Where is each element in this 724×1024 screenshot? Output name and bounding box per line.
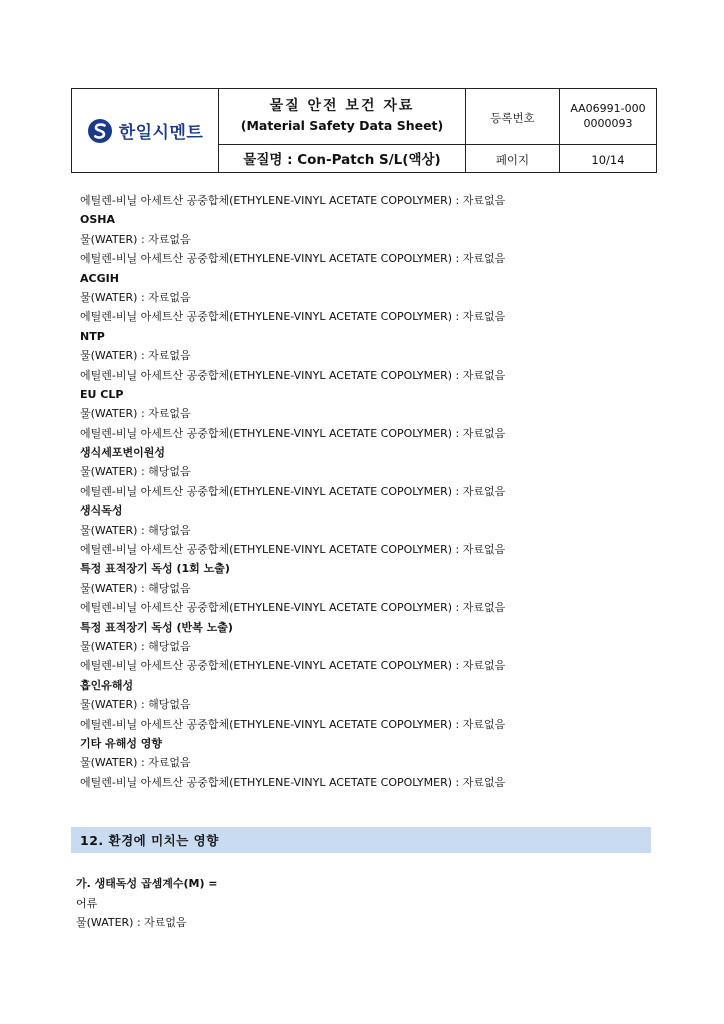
content-subheading: NTP (80, 329, 105, 343)
content-subheading: ACGIH (80, 271, 119, 285)
content-line: 물(WATER) : 해당없음 (80, 639, 191, 653)
product-name-cell (219, 144, 466, 172)
content-line: 물(WATER) : 자료없음 (76, 916, 187, 929)
content-line: 에틸렌-비닐 아세트산 공중합체(ETHYLENE-VINYL ACETATE COPOLYMER) : 자료없음 (80, 194, 506, 207)
content-subheading: 생식세포변이원성 (80, 446, 166, 460)
content-line: 에틸렌-비닐 아세트산 공중합체(ETHYLENE-VINYL ACETATE COPOLYMER) : 자료없음 (80, 543, 506, 557)
ecotoxicity-content (76, 874, 656, 933)
page-number-cell (560, 144, 657, 172)
content-line: 물(WATER) : 자료없음 (80, 232, 191, 246)
content-subheading: 생식독성 (80, 504, 123, 518)
content-line: 물(WATER) : 해당없음 (80, 581, 191, 595)
content-subheading: 기타 유해성 영향 (80, 736, 163, 750)
page-number: 10/14 (591, 152, 625, 167)
document-title-cell (219, 89, 466, 145)
registration-value-cell (560, 89, 657, 145)
document-title-english: (Material Safety Data Sheet) (240, 118, 444, 134)
content-line: 물(WATER) : 해당없음 (80, 698, 191, 712)
content-line: 에틸렌-비닐 아세트산 공중합체(ETHYLENE-VINYL ACETATE COPOLYMER) : 자료없음 (80, 601, 506, 615)
page-label-cell (466, 144, 560, 172)
section-12-header (71, 827, 651, 853)
content-line: 물(WATER) : 자료없음 (80, 290, 191, 304)
content-line: 에틸렌-비닐 아세트산 공중합체(ETHYLENE-VINYL ACETATE COPOLYMER) : 자료없음 (80, 368, 506, 382)
page-label: 페이지 (495, 152, 530, 167)
content-subheading: 특정 표적장기 독성 (1회 노출) (80, 562, 230, 576)
company-name: 한일시멘트 (118, 123, 204, 143)
content-line: 물(WATER) : 해당없음 (80, 465, 191, 479)
content-line: 에틸렌-비닐 아세트산 공중합체(ETHYLENE-VINYL ACETATE COPOLYMER) : 자료없음 (80, 252, 506, 266)
content-subheading: 가. 생태독성 곱셈계수(M) = (76, 877, 218, 890)
section-12-title: 12. 환경에 미치는 영향 (80, 833, 219, 848)
content-line: 에틸렌-비닐 아세트산 공중합체(ETHYLENE-VINYL ACETATE COPOLYMER) : 자료없음 (80, 717, 506, 731)
content-line: 에틸렌-비닐 아세트산 공중합체(ETHYLENE-VINYL ACETATE COPOLYMER) : 자료없음 (80, 484, 506, 498)
document-title-korean: 물질 안전 보건 자료 (269, 98, 415, 115)
company-s-logo-icon (87, 118, 113, 144)
msds-header-table (71, 88, 657, 173)
content-line: 에틸렌-비닐 아세트산 공중합체(ETHYLENE-VINYL ACETATE COPOLYMER) : 자료없음 (80, 659, 506, 673)
registration-number-line2: 0000093 (583, 117, 633, 131)
product-name: 물질명 : Con-Patch S/L(액상) (243, 152, 441, 169)
content-subheading: 흡인유해성 (80, 678, 134, 692)
content-line: 에틸렌-비닐 아세트산 공중합체(ETHYLENE-VINYL ACETATE COPOLYMER) : 자료없음 (80, 310, 506, 324)
content-line: 물(WATER) : 자료없음 (80, 407, 191, 421)
content-line: 어류 (76, 896, 98, 910)
registration-label: 등록번호 (490, 110, 535, 125)
registration-number-line1: AA06991-000 (570, 102, 646, 116)
content-line: 물(WATER) : 자료없음 (80, 756, 191, 770)
company-logo (72, 118, 218, 144)
content-subheading: 특정 표적장기 독성 (반복 노출) (80, 620, 233, 634)
content-line: 에틸렌-비닐 아세트산 공중합체(ETHYLENE-VINYL ACETATE COPOLYMER) : 자료없음 (80, 775, 506, 789)
toxicity-content (80, 191, 660, 792)
content-subheading: EU CLP (80, 387, 124, 401)
content-line: 물(WATER) : 자료없음 (80, 349, 191, 363)
registration-label-cell (466, 89, 560, 145)
content-subheading: OSHA (80, 213, 115, 227)
content-line: 에틸렌-비닐 아세트산 공중합체(ETHYLENE-VINYL ACETATE COPOLYMER) : 자료없음 (80, 426, 506, 440)
company-logo-cell (72, 89, 219, 173)
content-line: 물(WATER) : 해당없음 (80, 523, 191, 537)
